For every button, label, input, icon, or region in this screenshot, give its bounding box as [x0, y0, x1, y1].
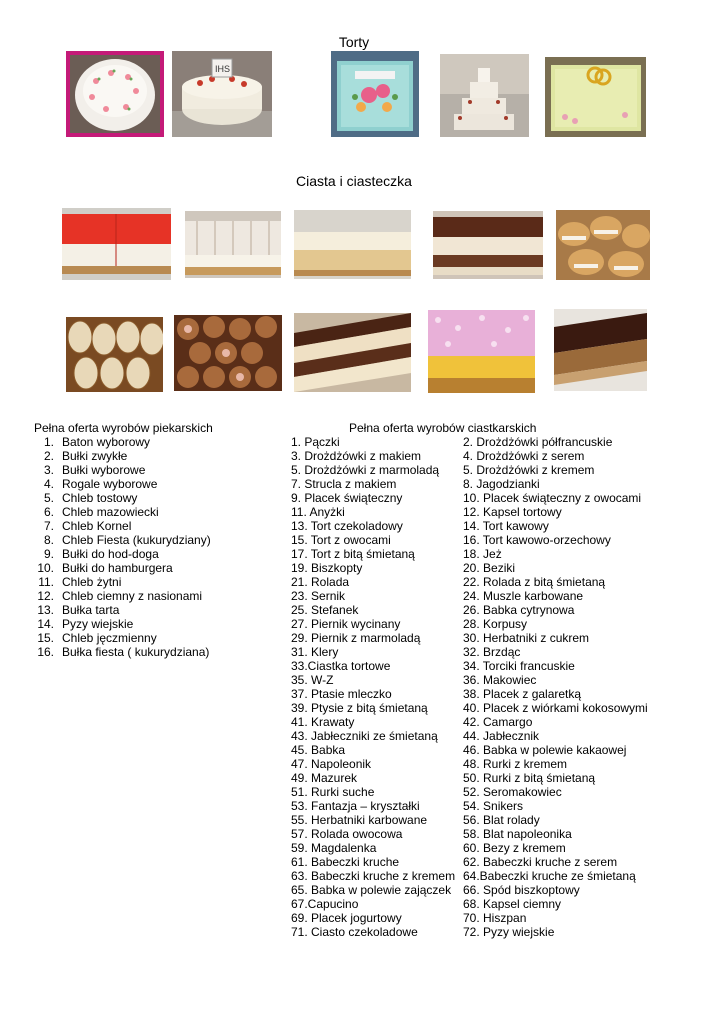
cake-photo-1 — [66, 51, 164, 137]
list-item: 37. Ptasie mleczko — [291, 687, 392, 701]
list-item: 16. Tort kawowo-orzechowy — [463, 533, 611, 547]
list-item: 5. Drożdżówki z kremem — [463, 463, 595, 477]
pastry-photo-4 — [433, 211, 543, 279]
list-item: 32. Brzdąc — [463, 645, 521, 659]
list-item: 64.Babeczki kruche ze śmietaną — [463, 869, 636, 883]
list-item: 72. Pyzy wiejskie — [463, 925, 555, 939]
list-item: 35. W-Z — [291, 673, 334, 687]
list-item: 14. Tort kawowy — [463, 519, 549, 533]
list-item: 38. Placek z galaretką — [463, 687, 582, 701]
list-item: 15. Tort z owocami — [291, 533, 391, 547]
confectionery-list-right — [463, 435, 648, 939]
list-item: 53. Fantazja – kryształki — [291, 799, 420, 813]
list-item: 18. Jeż — [463, 547, 502, 561]
list-item: 50. Rurki z bitą śmietaną — [463, 771, 596, 785]
list-item: 33.Ciastka tortowe — [291, 659, 391, 673]
cakes-heading: Torty — [338, 34, 370, 50]
list-item: 54. Snikers — [463, 799, 524, 813]
list-item: 10. Placek świąteczny z owocami — [463, 491, 642, 505]
pastry-photo-7 — [174, 315, 282, 391]
list-item: 59. Magdalenka — [291, 841, 377, 855]
list-item: 12. Kapsel tortowy — [463, 505, 562, 519]
list-item: 4. Drożdżówki z serem — [463, 449, 585, 463]
list-item: 1. Baton wyborowy — [43, 435, 151, 449]
confectionery-list-left — [291, 435, 455, 939]
list-item: 1. Pączki — [291, 435, 340, 449]
list-item: 27. Piernik wycinany — [291, 617, 401, 631]
list-item: 67.Capucino — [291, 897, 359, 911]
list-item: 23. Sernik — [291, 589, 346, 603]
pastry-photo-10 — [554, 309, 647, 391]
list-item: 41. Krawaty — [291, 715, 355, 729]
list-item: 28. Korpusy — [463, 617, 528, 631]
pastry-photo-6 — [66, 317, 163, 392]
list-item: 70. Hiszpan — [463, 911, 527, 925]
list-item: 47. Napoleonik — [291, 757, 372, 771]
list-item: 39. Ptysie z bitą śmietaną — [291, 701, 428, 715]
pastry-photo-2 — [185, 211, 281, 278]
cake-photo-4 — [440, 54, 529, 137]
list-item: 56. Blat rolady — [463, 813, 540, 827]
list-item: 71. Ciasto czekoladowe — [291, 925, 418, 939]
list-item: 42. Camargo — [463, 715, 533, 729]
confectionery-title: Pełna oferta wyrobów ciastkarskich — [349, 421, 537, 435]
list-item: 63. Babeczki kruche z kremem — [291, 869, 456, 883]
list-item: 22. Rolada z bitą śmietaną — [463, 575, 606, 589]
list-item: 58. Blat napoleonika — [463, 827, 572, 841]
list-item: 5. Drożdżówki z marmoladą — [291, 463, 440, 477]
list-item: 20. Beziki — [463, 561, 516, 575]
list-item: 3. Drożdżówki z makiem — [291, 449, 422, 463]
cake-photo-3 — [331, 51, 419, 137]
list-item: 69. Placek jogurtowy — [291, 911, 402, 925]
list-item: 36. Makowiec — [463, 673, 537, 687]
list-item: 8. Chleb Fiesta (kukurydziany) — [43, 533, 211, 547]
list-item: 52. Seromakowiec — [463, 785, 562, 799]
list-item: 6. Chleb mazowiecki — [43, 505, 159, 519]
list-item: 15. Chleb jęczmienny — [37, 631, 157, 645]
list-item: 9. Bułki do hod-doga — [43, 547, 159, 561]
list-item: 43. Jabłeczniki ze śmietaną — [291, 729, 438, 743]
list-item: 65. Babka w polewie zajączek — [291, 883, 452, 897]
list-item: 14. Pyzy wiejskie — [37, 617, 134, 631]
cake-photo-2 — [172, 51, 272, 137]
cake-photo-5 — [545, 57, 646, 137]
pastry-photo-5 — [556, 210, 650, 280]
pastry-photo-3 — [294, 210, 411, 279]
list-item: 51. Rurki suche — [291, 785, 375, 799]
list-item: 49. Mazurek — [291, 771, 358, 785]
list-item: 13. Tort czekoladowy — [291, 519, 403, 533]
list-item: 34. Torciki francuskie — [463, 659, 575, 673]
list-item: 29. Piernik z marmoladą — [291, 631, 421, 645]
svg-text:IHS: IHS — [215, 64, 231, 74]
list-item: 19. Biszkopty — [291, 561, 363, 575]
list-item: 13. Bułka tarta — [37, 603, 120, 617]
list-item: 30. Herbatniki z cukrem — [463, 631, 590, 645]
list-item: 44. Jabłecznik — [463, 729, 540, 743]
list-item: 46. Babka w polewie kakaowej — [463, 743, 627, 757]
list-item: 62. Babeczki kruche z serem — [463, 855, 618, 869]
list-item: 12. Chleb ciemny z nasionami — [37, 589, 203, 603]
list-item: 9. Placek świąteczny — [291, 491, 403, 505]
list-item: 31. Klery — [291, 645, 339, 659]
list-item: 7. Strucla z makiem — [291, 477, 397, 491]
pastry-photo-1 — [62, 208, 171, 280]
list-item: 10. Bułki do hamburgera — [37, 561, 173, 575]
pastry-photo-9 — [428, 310, 535, 393]
list-item: 8. Jagodzianki — [463, 477, 540, 491]
list-item: 40. Placek z wiórkami kokosowymi — [463, 701, 648, 715]
list-item: 48. Rurki z kremem — [463, 757, 568, 771]
list-item: 21. Rolada — [291, 575, 350, 589]
list-item: 68. Kapsel ciemny — [463, 897, 562, 911]
list-item: 11. Anyżki — [291, 505, 345, 519]
list-item: 25. Stefanek — [291, 603, 359, 617]
list-item: 4. Rogale wyborowe — [43, 477, 158, 491]
list-item: 55. Herbatniki karbowane — [291, 813, 428, 827]
list-item: 17. Tort z bitą śmietaną — [291, 547, 415, 561]
list-item: 5. Chleb tostowy — [43, 491, 138, 505]
list-item: 61. Babeczki kruche — [291, 855, 400, 869]
pastry-photo-8 — [294, 313, 411, 392]
list-item: 2. Bułki zwykłe — [43, 449, 128, 463]
bakery-title: Pełna oferta wyrobów piekarskich — [34, 421, 213, 435]
list-item: 26. Babka cytrynowa — [463, 603, 575, 617]
list-item: 16. Bułka fiesta ( kukurydziana) — [37, 645, 210, 659]
list-item: 11. Chleb żytni — [38, 575, 122, 589]
list-item: 2. Drożdżówki półfrancuskie — [463, 435, 613, 449]
list-item: 3. Bułki wyborowe — [43, 463, 146, 477]
bakery-list — [34, 435, 211, 659]
list-item: 66. Spód biszkoptowy — [463, 883, 580, 897]
list-item: 45. Babka — [291, 743, 346, 757]
list-item: 7. Chleb Kornel — [43, 519, 132, 533]
list-item: 60. Bezy z kremem — [463, 841, 566, 855]
list-item: 24. Muszle karbowane — [463, 589, 584, 603]
pastries-heading: Ciasta i ciasteczka — [296, 173, 412, 189]
list-item: 57. Rolada owocowa — [291, 827, 403, 841]
